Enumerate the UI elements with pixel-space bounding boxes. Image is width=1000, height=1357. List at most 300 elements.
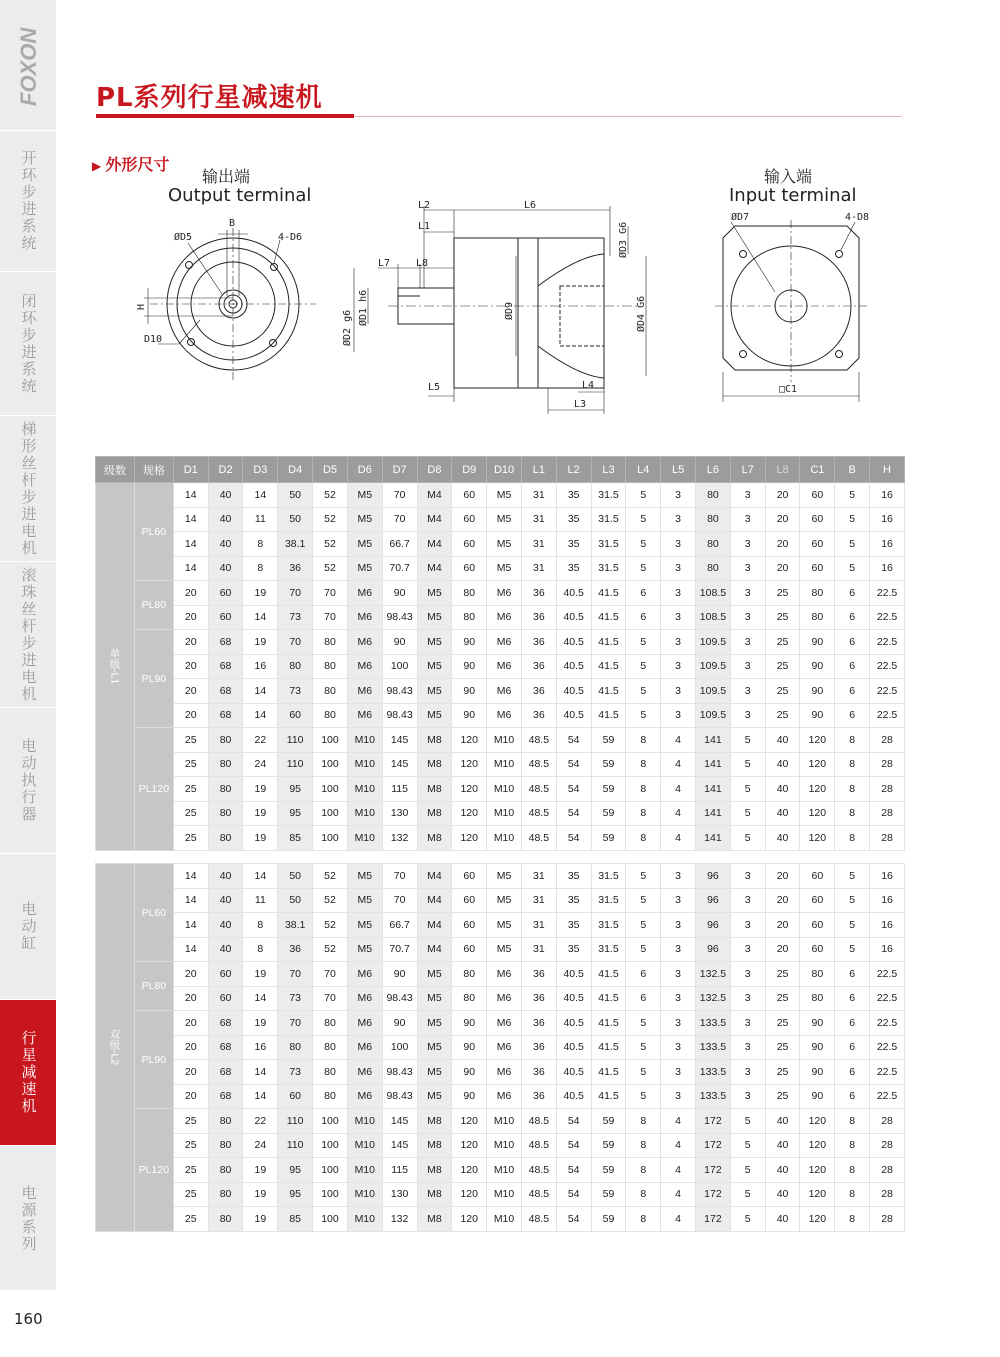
table-cell: 3	[661, 1035, 696, 1060]
table-cell: M8	[417, 1182, 452, 1207]
table-cell: M5	[347, 507, 382, 532]
table-cell: 40.5	[556, 605, 591, 630]
table-cell: 60	[800, 913, 835, 938]
table-cell: 22.5	[870, 703, 905, 728]
table-cell: 36	[278, 937, 313, 962]
table-cell: M5	[487, 913, 522, 938]
table-cell: 3	[730, 986, 765, 1011]
table-cell: 40	[765, 777, 800, 802]
table-cell: 73	[278, 605, 313, 630]
table-cell: 90	[800, 1084, 835, 1109]
table-cell: M8	[417, 1207, 452, 1232]
table-cell: 8	[626, 1207, 661, 1232]
table-cell: 22.5	[870, 1084, 905, 1109]
table-cell: 100	[313, 752, 348, 777]
table-cell: 120	[452, 777, 487, 802]
table-cell: 14	[243, 605, 278, 630]
table-cell: 70	[382, 483, 417, 508]
table-cell: 60	[800, 507, 835, 532]
table-cell: 59	[591, 752, 626, 777]
table-row	[96, 1060, 905, 1085]
table-cell: 40	[208, 532, 243, 557]
table-cell: 90	[382, 581, 417, 606]
table-cell: 59	[591, 826, 626, 851]
table-cell: 3	[661, 532, 696, 557]
table-cell: 50	[278, 507, 313, 532]
table-cell: 5	[835, 937, 870, 962]
table-cell: 5	[626, 937, 661, 962]
table-cell: 80	[278, 1035, 313, 1060]
label-d3: ØD3 G6	[618, 221, 629, 258]
table-row	[96, 752, 905, 777]
table-cell: 36	[521, 654, 556, 679]
table-cell: M10	[487, 1133, 522, 1158]
table-cell: 25	[173, 826, 208, 851]
table-cell: 14	[243, 679, 278, 704]
sidebar-item-power-supply[interactable]	[0, 1145, 56, 1291]
page-number: 160	[14, 1310, 43, 1328]
table-cell: 22.5	[870, 654, 905, 679]
spec-table-double-stage	[95, 863, 905, 1232]
column-header: L3	[591, 457, 626, 483]
column-header: 级数	[96, 457, 135, 483]
label-l6: L6	[524, 200, 537, 211]
table-cell: M6	[347, 581, 382, 606]
table-cell: 80	[313, 654, 348, 679]
table-row	[96, 1084, 905, 1109]
table-cell: 20	[173, 1060, 208, 1085]
table-cell: 90	[382, 1011, 417, 1036]
table-cell: 133.5	[696, 1035, 731, 1060]
table-cell: 31	[521, 556, 556, 581]
label-l1: L1	[418, 221, 431, 232]
table-cell: 20	[765, 532, 800, 557]
table-cell: 3	[661, 1060, 696, 1085]
table-cell: 3	[661, 703, 696, 728]
table-cell: 80	[208, 826, 243, 851]
table-cell: 16	[870, 483, 905, 508]
table-cell: 14	[243, 986, 278, 1011]
table-cell: 96	[696, 864, 731, 889]
table-cell: 5	[730, 826, 765, 851]
column-header: D10	[487, 457, 522, 483]
table-cell: 19	[243, 801, 278, 826]
table-cell: 60	[278, 1084, 313, 1109]
table-cell: 8	[626, 826, 661, 851]
table-cell: 120	[452, 1182, 487, 1207]
table-cell: 19	[243, 826, 278, 851]
table-row	[96, 826, 905, 851]
table-cell: 20	[765, 556, 800, 581]
table-cell: 8	[243, 532, 278, 557]
table-cell: 3	[730, 937, 765, 962]
table-cell: 35	[556, 937, 591, 962]
table-cell: M10	[347, 1182, 382, 1207]
table-cell: 4	[661, 1207, 696, 1232]
table-cell: 59	[591, 1207, 626, 1232]
table-cell: 80	[696, 483, 731, 508]
table-cell: 8	[243, 937, 278, 962]
table-cell: 25	[765, 630, 800, 655]
table-cell: 172	[696, 1133, 731, 1158]
table-cell: 16	[243, 1035, 278, 1060]
table-cell: M6	[487, 962, 522, 987]
table-cell: 25	[173, 777, 208, 802]
spec-model-cell: PL120	[134, 728, 173, 851]
table-cell: 28	[870, 1207, 905, 1232]
table-cell: 31.5	[591, 507, 626, 532]
table-cell: M10	[347, 1133, 382, 1158]
table-cell: 60	[452, 532, 487, 557]
spec-model-cell: PL80	[134, 962, 173, 1011]
table-cell: 31.5	[591, 913, 626, 938]
table-cell: 5	[730, 1158, 765, 1183]
table-cell: M6	[487, 1035, 522, 1060]
label-d2: ØD2 g6	[342, 309, 353, 346]
table-cell: 80	[800, 986, 835, 1011]
table-cell: 8	[835, 826, 870, 851]
table-cell: M6	[487, 1011, 522, 1036]
table-row	[96, 679, 905, 704]
table-cell: M6	[487, 654, 522, 679]
table-cell: 109.5	[696, 654, 731, 679]
sidebar-item-trapezoidal-screw-stepper[interactable]	[0, 415, 56, 561]
table-cell: 16	[870, 888, 905, 913]
table-cell: 115	[382, 777, 417, 802]
table-cell: 16	[870, 507, 905, 532]
table-cell: 120	[452, 752, 487, 777]
table-cell: 60	[452, 937, 487, 962]
table-cell: 68	[208, 1035, 243, 1060]
table-cell: M10	[487, 728, 522, 753]
table-cell: 80	[208, 1207, 243, 1232]
table-cell: 3	[730, 630, 765, 655]
table-cell: 100	[313, 1133, 348, 1158]
table-cell: 14	[173, 888, 208, 913]
table-cell: 3	[730, 1060, 765, 1085]
table-cell: M10	[487, 1158, 522, 1183]
table-cell: 54	[556, 728, 591, 753]
sidebar-item-open-loop-stepper[interactable]	[0, 130, 56, 271]
table-cell: M5	[417, 986, 452, 1011]
column-header: L2	[556, 457, 591, 483]
table-cell: 35	[556, 913, 591, 938]
table-cell: 120	[800, 777, 835, 802]
sidebar-item-electric-actuator[interactable]	[0, 707, 56, 853]
column-header: D7	[382, 457, 417, 483]
table-cell: M6	[487, 703, 522, 728]
table-cell: 172	[696, 1109, 731, 1134]
column-header: L8	[765, 457, 800, 483]
table-cell: 25	[765, 962, 800, 987]
table-cell: M4	[417, 483, 452, 508]
table-cell: 60	[278, 703, 313, 728]
table-cell: 25	[765, 1060, 800, 1085]
table-cell: 22.5	[870, 962, 905, 987]
table-cell: 4	[661, 1133, 696, 1158]
output-terminal-en: Output terminal	[168, 185, 312, 206]
table-cell: 133.5	[696, 1060, 731, 1085]
table-cell: 3	[730, 913, 765, 938]
table-cell: 28	[870, 1158, 905, 1183]
label-l3: L3	[574, 399, 587, 410]
table-cell: 6	[835, 605, 870, 630]
table-cell: 4	[661, 777, 696, 802]
table-cell: 35	[556, 888, 591, 913]
table-row	[96, 1035, 905, 1060]
table-cell: 80	[800, 581, 835, 606]
table-cell: 5	[626, 1060, 661, 1085]
table-cell: 36	[521, 581, 556, 606]
table-cell: 68	[208, 1011, 243, 1036]
column-header: D3	[243, 457, 278, 483]
table-cell: M10	[347, 777, 382, 802]
sidebar-item-label: 行星减速机	[19, 1030, 38, 1115]
table-cell: 120	[452, 1109, 487, 1134]
table-cell: 3	[661, 654, 696, 679]
table-cell: 5	[626, 703, 661, 728]
table-cell: 60	[800, 888, 835, 913]
table-cell: 95	[278, 1158, 313, 1183]
table-cell: 31	[521, 507, 556, 532]
table-cell: 5	[835, 532, 870, 557]
table-cell: 59	[591, 777, 626, 802]
table-cell: 5	[626, 679, 661, 704]
table-cell: 4	[661, 1109, 696, 1134]
table-cell: 100	[313, 801, 348, 826]
sidebar-item-planetary-gearbox[interactable]	[0, 999, 56, 1145]
spec-model-cell: PL120	[134, 1109, 173, 1232]
table-cell: 120	[452, 728, 487, 753]
table-cell: 5	[835, 888, 870, 913]
stage-label: 双级-L2	[96, 864, 135, 1232]
table-cell: 3	[661, 507, 696, 532]
table-cell: 41.5	[591, 703, 626, 728]
table-cell: 68	[208, 679, 243, 704]
table-cell: 70	[313, 581, 348, 606]
table-cell: 60	[452, 556, 487, 581]
table-cell: 60	[452, 913, 487, 938]
table-cell: 20	[173, 986, 208, 1011]
table-row	[96, 1207, 905, 1232]
input-terminal-cn: 输入端	[764, 167, 813, 186]
table-cell: 68	[208, 1060, 243, 1085]
table-cell: 40.5	[556, 1060, 591, 1085]
sidebar	[0, 0, 56, 1290]
column-header: H	[870, 457, 905, 483]
column-header: D2	[208, 457, 243, 483]
table-cell: 80	[208, 1109, 243, 1134]
table-cell: M5	[347, 937, 382, 962]
table-cell: 22.5	[870, 1011, 905, 1036]
table-cell: 25	[765, 986, 800, 1011]
table-cell: 98.43	[382, 1084, 417, 1109]
table-cell: 60	[208, 581, 243, 606]
table-cell: 52	[313, 483, 348, 508]
table-cell: 40	[208, 507, 243, 532]
table-cell: 110	[278, 728, 313, 753]
column-header: L4	[626, 457, 661, 483]
table-cell: 41.5	[591, 679, 626, 704]
label-d10: D10	[144, 334, 163, 345]
table-cell: 60	[452, 507, 487, 532]
table-cell: M5	[487, 937, 522, 962]
sidebar-item-ball-screw-stepper[interactable]	[0, 561, 56, 707]
table-cell: M10	[487, 801, 522, 826]
table-cell: 100	[313, 1207, 348, 1232]
table-cell: 41.5	[591, 1011, 626, 1036]
table-cell: 59	[591, 1133, 626, 1158]
table-cell: M5	[347, 483, 382, 508]
table-cell: 35	[556, 532, 591, 557]
table-cell: M10	[347, 801, 382, 826]
table-cell: 28	[870, 752, 905, 777]
table-cell: 48.5	[521, 826, 556, 851]
table-cell: M4	[417, 556, 452, 581]
table-row	[96, 937, 905, 962]
table-cell: 120	[800, 801, 835, 826]
table-cell: 60	[800, 532, 835, 557]
column-header: D8	[417, 457, 452, 483]
table-cell: 40	[208, 483, 243, 508]
table-cell: 3	[730, 556, 765, 581]
table-cell: 3	[661, 986, 696, 1011]
table-cell: 90	[452, 630, 487, 655]
table-cell: 16	[243, 654, 278, 679]
table-cell: 5	[835, 913, 870, 938]
table-cell: 90	[452, 679, 487, 704]
table-cell: 90	[452, 703, 487, 728]
column-header: L5	[661, 457, 696, 483]
label-l7: L7	[378, 258, 391, 269]
table-cell: 90	[452, 1060, 487, 1085]
table-cell: 80	[313, 1060, 348, 1085]
table-cell: 100	[313, 728, 348, 753]
table-row	[96, 1133, 905, 1158]
table-cell: 68	[208, 1084, 243, 1109]
table-cell: 22.5	[870, 630, 905, 655]
table-cell: 141	[696, 826, 731, 851]
table-cell: 22.5	[870, 1060, 905, 1085]
table-cell: 20	[173, 605, 208, 630]
table-cell: 35	[556, 507, 591, 532]
table-cell: 19	[243, 1207, 278, 1232]
table-cell: 5	[626, 483, 661, 508]
sidebar-item-closed-loop-stepper[interactable]	[0, 271, 56, 415]
table-cell: 19	[243, 1182, 278, 1207]
table-cell: 6	[626, 962, 661, 987]
label-d4: ØD4 G6	[636, 295, 647, 332]
table-cell: 25	[765, 1035, 800, 1060]
table-cell: M6	[487, 986, 522, 1011]
table-cell: M5	[487, 888, 522, 913]
section-heading	[92, 152, 169, 175]
table-cell: 5	[626, 913, 661, 938]
table-cell: M10	[487, 826, 522, 851]
table-cell: 41.5	[591, 1084, 626, 1109]
spec-model-cell: PL90	[134, 1011, 173, 1109]
table-cell: 120	[800, 752, 835, 777]
table-cell: 68	[208, 654, 243, 679]
sidebar-item-electric-cylinder[interactable]	[0, 853, 56, 999]
table-cell: 40	[765, 1158, 800, 1183]
table-cell: 20	[765, 507, 800, 532]
section-heading-text: 外形尺寸	[105, 155, 170, 174]
table-cell: M8	[417, 801, 452, 826]
table-cell: M10	[347, 826, 382, 851]
table-cell: 80	[208, 777, 243, 802]
table-cell: 8	[835, 1182, 870, 1207]
table-cell: 16	[870, 532, 905, 557]
table-row	[96, 483, 905, 508]
table-cell: 68	[208, 703, 243, 728]
table-cell: 20	[173, 630, 208, 655]
table-cell: 25	[765, 679, 800, 704]
table-cell: 6	[835, 1060, 870, 1085]
table-cell: 70	[278, 1011, 313, 1036]
table-cell: 16	[870, 864, 905, 889]
table-cell: 3	[661, 605, 696, 630]
table-cell: 100	[313, 1109, 348, 1134]
table-cell: 110	[278, 752, 313, 777]
table-cell: 70	[313, 986, 348, 1011]
table-cell: M5	[487, 507, 522, 532]
table-cell: 20	[173, 962, 208, 987]
table-cell: 40.5	[556, 986, 591, 1011]
table-cell: 130	[382, 1182, 417, 1207]
column-header: C1	[800, 457, 835, 483]
table-cell: 14	[243, 1084, 278, 1109]
table-cell: 40	[765, 1109, 800, 1134]
table-cell: 98.43	[382, 703, 417, 728]
label-d5: ØD5	[174, 232, 193, 243]
table-cell: 11	[243, 507, 278, 532]
column-header: B	[835, 457, 870, 483]
table-cell: 90	[800, 1035, 835, 1060]
title-underline	[96, 114, 354, 118]
table-cell: 41.5	[591, 1035, 626, 1060]
table-cell: M5	[487, 864, 522, 889]
table-cell: 85	[278, 826, 313, 851]
table-cell: 133.5	[696, 1084, 731, 1109]
table-cell: M10	[347, 1207, 382, 1232]
table-cell: 16	[870, 937, 905, 962]
table-cell: 52	[313, 532, 348, 557]
table-cell: 22.5	[870, 605, 905, 630]
table-cell: 8	[626, 777, 661, 802]
table-cell: M4	[417, 888, 452, 913]
table-cell: 8	[835, 801, 870, 826]
label-4-d6: 4-D6	[278, 232, 303, 243]
table-cell: 48.5	[521, 777, 556, 802]
table-cell: 4	[661, 752, 696, 777]
table-cell: 36	[521, 1035, 556, 1060]
table-cell: 73	[278, 679, 313, 704]
table-cell: 6	[835, 1084, 870, 1109]
table-cell: 90	[800, 703, 835, 728]
table-cell: 8	[835, 777, 870, 802]
table-cell: M8	[417, 1158, 452, 1183]
table-cell: M6	[347, 962, 382, 987]
column-header: L7	[730, 457, 765, 483]
table-cell: 70	[313, 605, 348, 630]
table-cell: 3	[730, 532, 765, 557]
table-cell: 90	[382, 630, 417, 655]
spec-table-single-stage	[95, 456, 905, 851]
table-cell: 80	[696, 532, 731, 557]
table-cell: 52	[313, 913, 348, 938]
table-cell: 60	[208, 605, 243, 630]
